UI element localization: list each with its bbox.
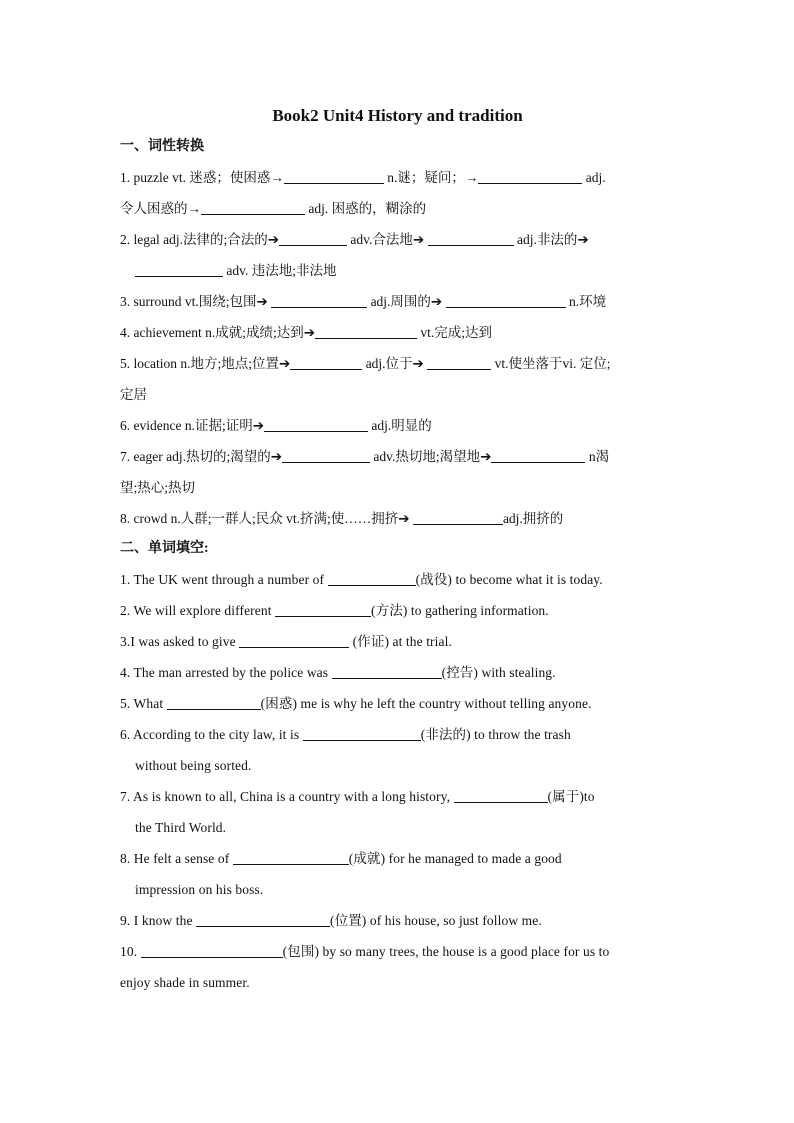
item-text: 9. I know the — [120, 913, 197, 928]
item-text: 10. — [120, 944, 141, 959]
answer-blank[interactable] — [315, 324, 417, 339]
answer-blank[interactable] — [167, 695, 261, 710]
answer-blank[interactable] — [454, 788, 548, 803]
answer-blank[interactable] — [201, 200, 305, 215]
fill-in-item-1 — [120, 564, 675, 595]
fill-in-item-4 — [120, 657, 675, 688]
answer-blank[interactable] — [239, 633, 349, 648]
item-text: 5. location n.地方;地点;位置➔ — [120, 356, 291, 371]
item-text: adj.明显的 — [368, 418, 432, 433]
item-text: (成就) for he managed to made a good — [348, 851, 562, 866]
answer-blank[interactable] — [428, 231, 514, 246]
conversion-item-1-cont — [120, 193, 675, 224]
section-heading-fill-in: 二、单词填空: — [120, 541, 209, 556]
answer-blank[interactable] — [478, 169, 582, 184]
item-text: adv.合法地➔ — [347, 232, 428, 247]
fill-in-item-8 — [120, 843, 675, 874]
item-text: (作证) at the trial. — [349, 634, 452, 649]
fill-in-item-7-cont — [120, 812, 675, 843]
conversion-item-7-cont — [120, 472, 675, 503]
item-text: (战役) to become what it is today. — [415, 572, 603, 587]
fill-in-section — [120, 564, 675, 998]
item-text: adj.周围的➔ — [367, 294, 446, 309]
answer-blank[interactable] — [135, 262, 223, 277]
answer-blank[interactable] — [282, 448, 370, 463]
fill-in-item-5 — [120, 688, 675, 719]
conversion-item-4 — [120, 317, 675, 348]
item-text: adj.非法的➔ — [513, 232, 589, 247]
item-text: 令人困惑的→ — [120, 201, 201, 216]
item-text: vt.使坐落于vi. 定位; — [491, 356, 611, 371]
item-text: 4. achievement n.成就;成绩;达到➔ — [120, 325, 316, 340]
conversion-item-1 — [120, 162, 675, 193]
fill-in-item-3 — [120, 626, 675, 657]
item-text: n渴 — [585, 449, 610, 464]
item-text: (控告) with stealing. — [441, 665, 556, 680]
answer-blank[interactable] — [427, 355, 491, 370]
item-text: 7. eager adj.热切的;渴望的➔ — [120, 449, 283, 464]
item-text: (方法) to gathering information. — [371, 603, 549, 618]
item-text: (位置) of his house, so just follow me. — [330, 913, 542, 928]
item-text: vt.完成;达到 — [417, 325, 493, 340]
item-text: 5. What — [120, 696, 167, 711]
conversion-item-8 — [120, 503, 675, 534]
conversion-item-3 — [120, 286, 675, 317]
item-text: adv. 违法地;非法地 — [223, 263, 337, 278]
conversion-item-2-cont — [120, 255, 675, 286]
item-text: 4. The man arrested by the police was — [120, 665, 332, 680]
answer-blank[interactable] — [303, 726, 421, 741]
conversion-item-7 — [120, 441, 675, 472]
item-text: 3. surround vt.围绕;包围➔ — [120, 294, 272, 309]
fill-in-item-6 — [120, 719, 675, 750]
conversion-item-5 — [120, 348, 675, 379]
answer-blank[interactable] — [264, 417, 368, 432]
answer-blank[interactable] — [279, 231, 347, 246]
answer-blank[interactable] — [233, 850, 349, 865]
conversion-item-2 — [120, 224, 675, 255]
item-text: adv.热切地;渴望地➔ — [370, 449, 492, 464]
answer-blank[interactable] — [332, 664, 442, 679]
item-text: n.谜；疑问；→ — [383, 170, 479, 185]
answer-blank[interactable] — [196, 912, 330, 927]
item-text: (非法的) to throw the trash — [420, 727, 571, 742]
item-text: 2. We will explore different — [120, 603, 276, 618]
fill-in-item-8-cont — [120, 874, 675, 905]
fill-in-item-2 — [120, 595, 675, 626]
fill-in-item-10 — [120, 936, 675, 967]
item-text: 2. legal adj.法律的;合法的➔ — [120, 232, 280, 247]
item-text: 8. He felt a sense of — [120, 851, 233, 866]
item-text: 6. According to the city law, it is — [120, 727, 303, 742]
item-text: adj.拥挤的 — [502, 511, 564, 526]
item-text: 6. evidence n.证据;证明➔ — [120, 418, 265, 433]
answer-blank[interactable] — [275, 602, 371, 617]
conversion-item-5-cont — [120, 379, 675, 410]
answer-blank[interactable] — [271, 293, 367, 308]
answer-blank[interactable] — [141, 943, 283, 958]
item-text: without being sorted. — [135, 758, 252, 773]
item-text: impression on his boss. — [135, 882, 264, 897]
item-text: (属于)to — [547, 789, 595, 804]
fill-in-item-7 — [120, 781, 675, 812]
item-text: n.环境 — [565, 294, 607, 309]
item-text: adj.位于➔ — [362, 356, 428, 371]
section-heading-word-conversion: 一、词性转换 — [120, 139, 204, 154]
item-text: 7. As is known to all, China is a country with a long history, — [120, 789, 454, 804]
fill-in-item-9 — [120, 905, 675, 936]
answer-blank[interactable] — [413, 510, 503, 525]
answer-blank[interactable] — [491, 448, 585, 463]
fill-in-item-6-cont — [120, 750, 675, 781]
item-text: (包围) by so many trees, the house is a good place for us to — [282, 944, 610, 959]
item-text: 1. The UK went through a number of — [120, 572, 328, 587]
item-text: 定居 — [120, 387, 147, 402]
item-text: 1. puzzle vt. 迷惑；使困惑→ — [120, 170, 284, 185]
item-text: the Third World. — [135, 820, 227, 835]
item-text: enjoy shade in summer. — [120, 975, 250, 990]
item-text: 望;热心;热切 — [120, 480, 196, 495]
conversion-item-6 — [120, 410, 675, 441]
answer-blank[interactable] — [446, 293, 566, 308]
worksheet-page — [120, 100, 675, 998]
item-text: 8. crowd n.人群;一群人;民众 vt.挤满;使……拥挤➔ — [120, 511, 413, 526]
answer-blank[interactable] — [290, 355, 362, 370]
item-text: 3.I was asked to give — [120, 634, 240, 649]
answer-blank[interactable] — [284, 169, 384, 184]
item-text: (困惑) me is why he left the country without telling anyone. — [260, 696, 592, 711]
item-text: adj. — [582, 170, 606, 185]
fill-in-item-10-cont — [120, 967, 675, 998]
page-title: Book2 Unit4 History and tradition — [272, 106, 523, 125]
item-text: adj. 困惑的，糊涂的 — [305, 201, 427, 216]
answer-blank[interactable] — [328, 571, 416, 586]
